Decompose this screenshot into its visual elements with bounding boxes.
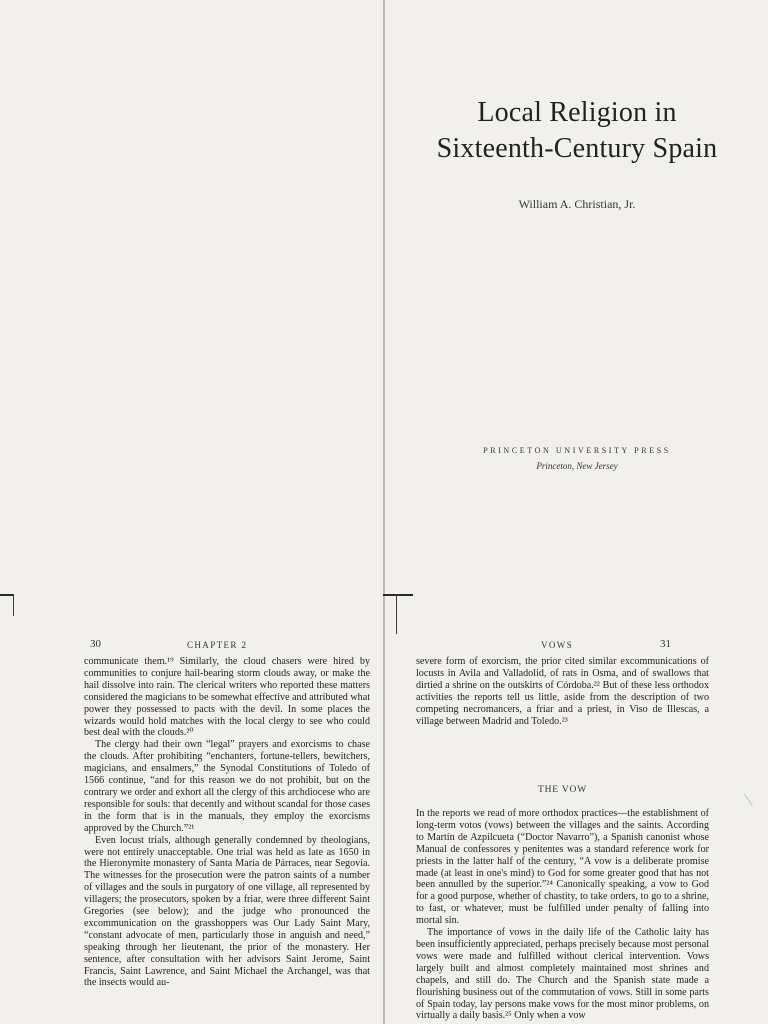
left-running-head: CHAPTER 2 (187, 640, 248, 650)
crop-mark-center (383, 594, 413, 596)
book-author: William A. Christian, Jr. (518, 197, 636, 211)
left-paragraph: The clergy had their own “legal” prayers and exorcisms to chase the clouds. After prohibiting “enchanters, fortune-tellers, bewitchers, magicians, and ensalmers,” the Synodal Constitutions of Toledo of 1566 continue, “and for this reason we do not prohibit, but on the contrary we order and exhort all the clergy of this archdiocese who are responsible for souls: that decently and without scandal for those cases in the form that is in the manuals, they employ the exorcisms approved by the Church.”²¹ (84, 739, 370, 834)
right-paragraph: In the reports we read of more orthodox practices—the establishment of long-term votos (vows) between the villages and the saints. According to Martín de Azpilcueta (“Doctor Navarro”), a Spanish canonist whose Manual de confessores y penitentes was a standard reference work for priests in the latter half of the century, “A vow is a deliberate promise made (at least in one's mind) to God for some greater good that has not been annulled by the superior.”²⁴ Canonically speaking, a vow to God for a good purpose, whether of chastity, to take orders, to go to a shrine, to fast, or whatever, must be fulfilled under penalty of falling into mortal sin. (416, 808, 709, 927)
left-paragraph: Even locust trials, although generally condemned by theologians, were not entirely unacceptable. One trial was held as late as 1650 in the Hieronymite monastery of Santa María de Párraces, near Segovia. The witnesses for the prosecution were the patron saints of a number of villages and the souls in purgatory of one village, all represented by villagers; the prosecutors, spoken by a friar, were three different Saint Gregories (see below); and the judge who pronounced the excommunication on the grasshoppers was Our Lady Saint Mary, “constant advocate of men, particularly those in anguish and need,” speaking through her lieutenant, the prior of the monastery. Her sentence, after consultation with her advisors Saint Jerome, Saint Francis, Saint Lawrence, and Saint Michael the Archangel, was that the insects would au- (84, 834, 370, 989)
book-title-line-2: Sixteenth-Century Spain (436, 133, 718, 164)
right-page-body-bottom (416, 808, 709, 1022)
left-page-number: 30 (90, 638, 101, 650)
publisher-name: PRINCETON UNIVERSITY PRESS (483, 446, 671, 455)
right-running-head: VOWS (541, 640, 574, 650)
section-title: THE VOW (538, 785, 587, 795)
left-page-body (84, 656, 370, 989)
crop-mark-left-vertical (13, 594, 14, 616)
right-page-number: 31 (660, 638, 671, 650)
right-page-body-top (416, 656, 709, 727)
right-paragraph: The importance of vows in the daily life of the Catholic laity has been insufficiently appreciated, perhaps precisely because most personal vows were made and fulfilled without clerical intervention. Vows largely built and almost completely maintained most shrines and chapels, and still do. The Church and the Spanish state made a flourishing business out of the commutation of vows. Still in some parts of Spain today, lay persons make vows for the most minor problems, on virtually a daily basis.²⁵ Only when a vow (416, 927, 709, 1022)
gutter-shadow (383, 0, 385, 1024)
book-title-line-1: Local Religion in (477, 97, 677, 128)
left-paragraph: communicate them.¹⁹ Similarly, the cloud chasers were hired by communities to conjure hail-bearing storm clouds away, or make the hail dissolve into rain. The clerical writers who reported these matters considered the magicians to be somewhat effective and attributed what power they possessed to pacts with the devil. In some places the wizards would hold matches with the local clergy to see who could best deal with the clouds.²⁰ (84, 656, 370, 739)
crop-mark-center-vertical (396, 594, 397, 634)
right-paragraph: severe form of exorcism, the prior cited similar excommunications of locusts in Avila and Valladolid, of rats in Osma, and of swallows that dirtied a shrine on the outskirts of Córdoba.²² But of these less orthodox activities the reports tell us little, aside from the description of two competing necromancers, a friar and a priest, in Viso de Illescas, a village between Madrid and Toledo.²³ (416, 656, 709, 727)
crop-mark-left (0, 594, 14, 596)
scan-artifact (744, 788, 761, 806)
publisher-place: Princeton, New Jersey (536, 461, 618, 471)
